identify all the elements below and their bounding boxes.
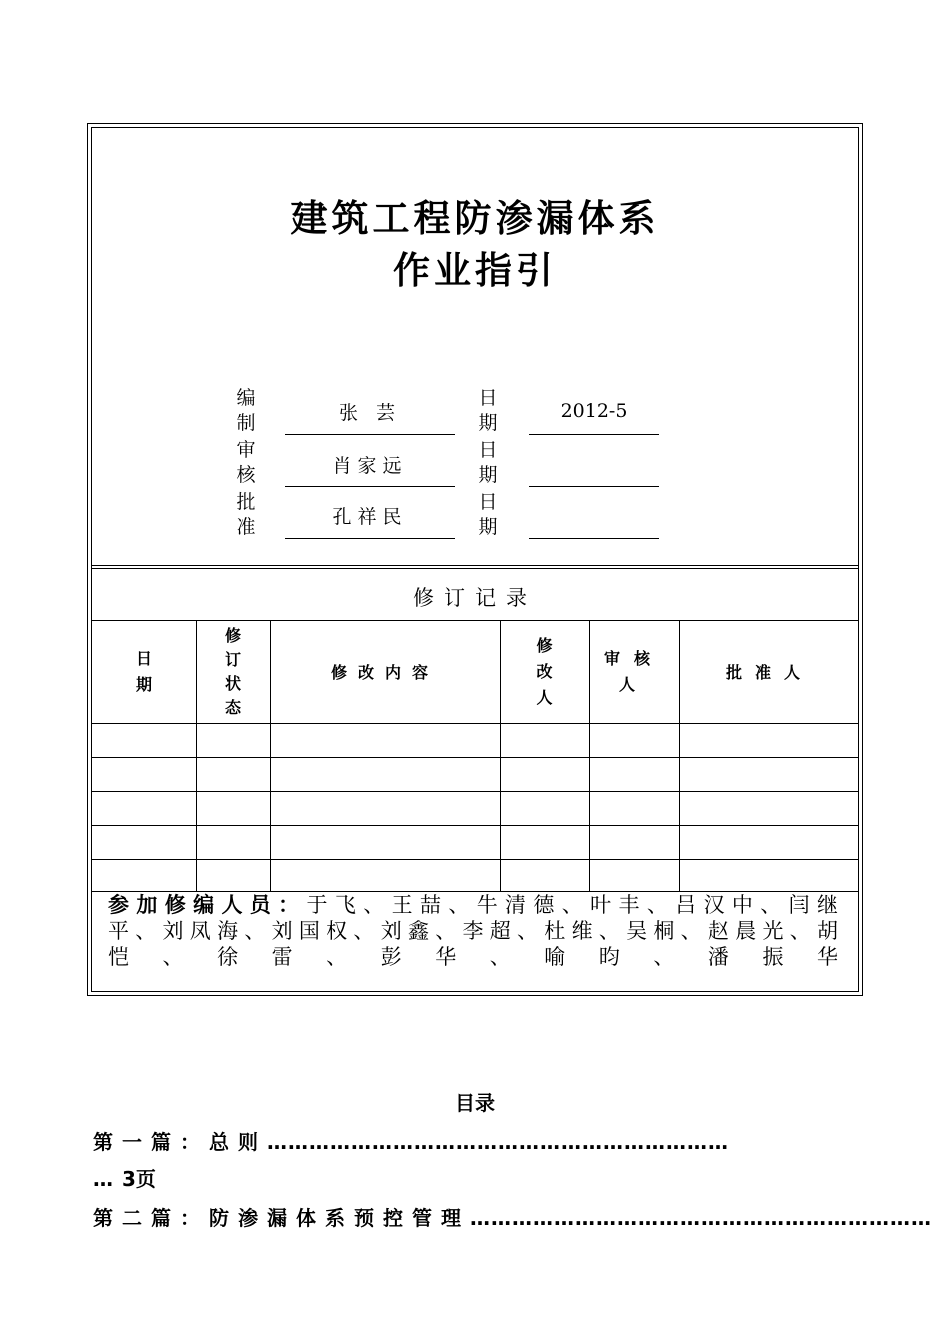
table-rule bbox=[92, 825, 858, 826]
sig-name-review: 肖家远 bbox=[332, 455, 408, 477]
toc-entry-text: 第二篇：防渗漏体系预控管理 bbox=[93, 1206, 470, 1230]
sig-underline bbox=[285, 434, 455, 435]
table-rule bbox=[92, 723, 858, 724]
toc-entry-page: 3页 bbox=[121, 1167, 156, 1191]
sig-label-review: 审核 bbox=[236, 439, 256, 486]
sig-label-approve: 批准 bbox=[236, 491, 256, 538]
header-date: 日期 bbox=[135, 648, 152, 694]
sig-name-approve: 孔祥民 bbox=[332, 506, 408, 528]
sig-date-compile: 2012-5 bbox=[560, 400, 628, 422]
header-approver: 批准人 bbox=[725, 663, 813, 682]
revision-record bbox=[92, 568, 858, 991]
toc-entry-text: 第一篇：总则 bbox=[93, 1130, 267, 1154]
sig-date-label-review: 日期 bbox=[478, 439, 498, 486]
sig-underline bbox=[529, 538, 659, 539]
participants-names: 于飞、王喆、牛清德、叶丰、吕汉中、闫继平、刘凤海、刘国权、刘鑫、李超、杜维、吴桐、赵晨光、胡恺、徐雷、彭华、喻昀、潘振华 bbox=[108, 893, 845, 969]
participants-lead: 参加修编人员： bbox=[108, 893, 307, 917]
toc-leader-dots: … bbox=[93, 1167, 122, 1191]
table-rule bbox=[92, 791, 858, 792]
sig-underline bbox=[529, 486, 659, 487]
header-reviewer: 审核人 bbox=[604, 648, 665, 694]
sig-underline bbox=[285, 486, 455, 487]
sig-date-label-approve: 日期 bbox=[478, 491, 498, 538]
sig-underline bbox=[529, 434, 659, 435]
toc-leader-dots: ………………………………………………………… bbox=[470, 1206, 932, 1230]
sig-label-compile: 编制 bbox=[236, 387, 256, 434]
revision-title: 修订记录 bbox=[413, 586, 537, 610]
sig-date-label-compile: 日期 bbox=[478, 387, 498, 434]
toc-title: 目录 bbox=[455, 1091, 495, 1115]
doc-title-line2: 作业指引 bbox=[393, 248, 557, 292]
sig-underline bbox=[285, 538, 455, 539]
cover-frame-inner bbox=[91, 127, 859, 992]
doc-title-line1: 建筑工程防渗漏体系 bbox=[290, 196, 660, 240]
header-content: 修改内容 bbox=[330, 663, 439, 682]
header-modifier: 修改人 bbox=[536, 635, 553, 707]
toc-entry-1[interactable] bbox=[93, 1126, 850, 1155]
cover-frame bbox=[87, 123, 863, 996]
divider bbox=[92, 565, 858, 566]
participants-list bbox=[108, 892, 844, 970]
toc-leader-dots: ………………………………………………………… bbox=[267, 1130, 729, 1154]
toc-entry-1-cont[interactable] bbox=[93, 1163, 850, 1192]
toc-entry-2[interactable] bbox=[93, 1202, 932, 1231]
sig-name-compile: 张 芸 bbox=[338, 402, 402, 424]
divider bbox=[92, 568, 858, 569]
table-rule bbox=[92, 757, 858, 758]
header-revision-status: 修订状态 bbox=[224, 625, 241, 717]
table-rule bbox=[92, 859, 858, 860]
